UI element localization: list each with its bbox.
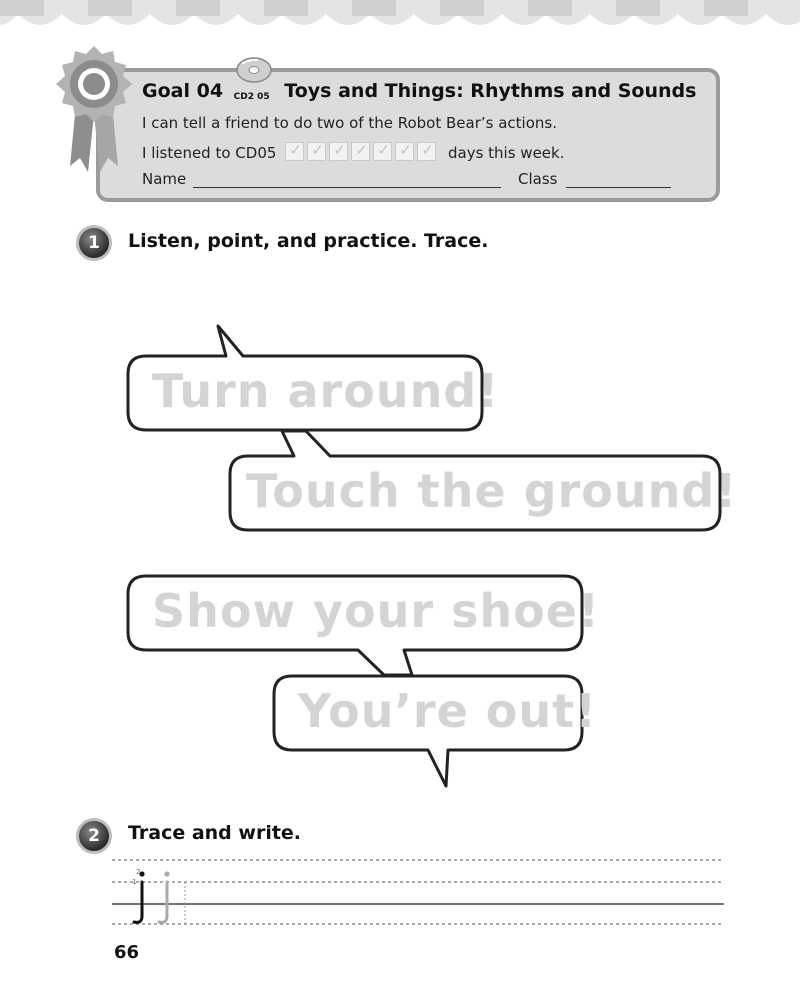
section-2-title: Trace and write.	[128, 822, 302, 844]
page-number: 66	[114, 942, 140, 963]
svg-text:1: 1	[132, 878, 137, 886]
bubble-3-text: Show your shoe!	[152, 584, 600, 638]
can-do-statement: I can tell a friend to do two of the Robot Bear’s actions.	[142, 114, 557, 132]
bubble-1-text: Turn around!	[152, 364, 500, 418]
model-letter-j	[134, 882, 142, 922]
goal-number: Goal 04	[142, 80, 224, 102]
name-label: Name	[142, 170, 187, 188]
cd-track-label: CD2 05	[233, 92, 270, 102]
goal-topic: Toys and Things: Rhythms and Sounds	[284, 80, 697, 102]
class-label: Class	[518, 170, 558, 188]
section-1-title: Listen, point, and practice. Trace.	[128, 230, 489, 252]
section-1-number: 1	[76, 225, 112, 261]
handwriting-lines[interactable]	[112, 852, 724, 932]
bubble-4-text: You’re out!	[298, 684, 598, 738]
section-2-number: 2	[76, 818, 112, 854]
listened-suffix: days this week.	[447, 144, 565, 162]
trace-letter-j	[159, 882, 167, 922]
bubble-2-text: Touch the ground!	[246, 464, 738, 518]
svg-text:2: 2	[136, 868, 141, 876]
listened-prefix: I listened to CD05	[142, 144, 277, 162]
